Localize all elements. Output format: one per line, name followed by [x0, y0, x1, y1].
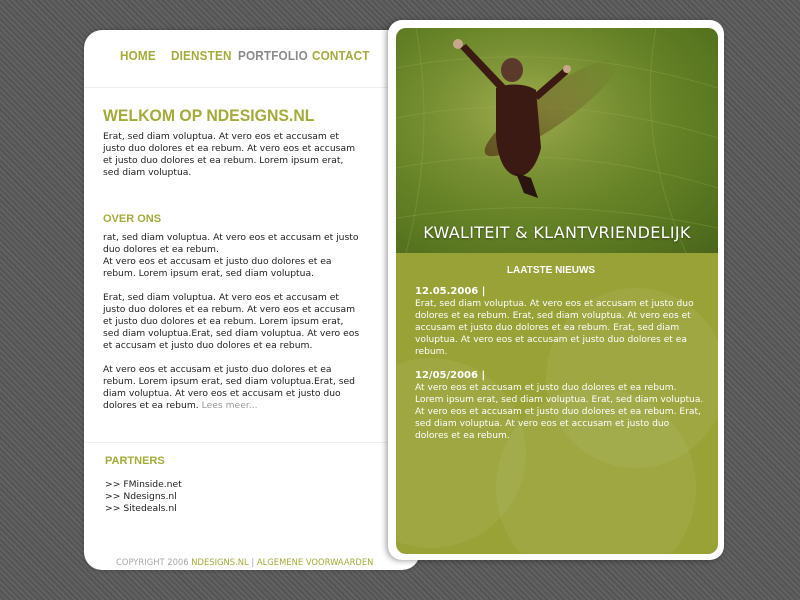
news-title: LAATSTE NIEUWS	[506, 265, 596, 276]
partners-list	[105, 479, 182, 515]
nav-home[interactable]: HOME	[120, 48, 156, 63]
footer-copyright: COPYRIGHT 2006	[116, 557, 189, 567]
nav-portfolio[interactable]: PORTFOLIO	[238, 48, 308, 63]
partner-link-fminside[interactable]: >> FMinside.net	[105, 479, 182, 490]
nav-contact[interactable]: CONTACT	[312, 48, 370, 63]
about-title: OVER ONS	[103, 213, 162, 225]
footer-terms-link[interactable]: ALGEMENE VOORWAARDEN	[256, 557, 374, 567]
about-paragraph-1-line-2: At vero eos et accusam et justo duo dolores et ea rebum. Lorem ipsum erat, sed diam voluptua.	[103, 256, 332, 279]
news-date: 12.05.2006 |	[415, 286, 486, 297]
feature-panel	[388, 20, 724, 560]
nav-diensten[interactable]: DIENSTEN	[171, 48, 232, 63]
about-paragraph-3-text: At vero eos et accusam et justo duo dolores et ea rebum. Lorem ipsum erat, sed diam voluptua.Erat, sed diam voluptua. At vero eos et accusam et justo duo dolores et ea rebum.	[103, 364, 355, 411]
read-more-link[interactable]: Lees meer...	[201, 400, 258, 411]
hero-caption: KWALITEIT & KLANTVRIENDELIJK	[423, 223, 691, 242]
footer-site-link[interactable]: NDESIGNS.NL	[191, 557, 249, 567]
welcome-text: Erat, sed diam voluptua. At vero eos et accusam et justo duo dolores et ea rebum. At vero eos et accusam et justo duo dolores et ea rebum. Lorem ipsum erat, sed diam voluptua.	[103, 131, 356, 178]
hero-image	[396, 28, 718, 253]
about-paragraph-1	[103, 232, 361, 280]
partner-item	[105, 491, 182, 503]
feature-panel-inner	[396, 28, 718, 554]
welcome-title: WELKOM OP NDESIGNS.NL	[103, 106, 315, 125]
about-paragraph-2: Erat, sed diam voluptua. At vero eos et accusam et justo duo dolores et ea rebum. At vero eos et accusam et justo duo dolores et ea rebum. Lorem ipsum erat, sed diam voluptua.Erat, sed diam voluptua. At vero eos et accusam et justo duo dolores et ea rebum.	[103, 292, 360, 351]
partner-link-sitedeals[interactable]: >> Sitedeals.nl	[105, 503, 177, 514]
news-text: At vero eos et accusam et justo duo dolores et ea rebum. Lorem ipsum erat, sed diam voluptua. Erat, sed diam voluptua. At vero eos et accusam et justo duo dolores et ea rebum. Erat, sed diam voluptua. At vero eos et accusam et justo duo dolores et ea rebum.	[415, 383, 704, 441]
about-paragraph-3	[103, 364, 361, 412]
about-paragraph-1-line-1: rat, sed diam voluptua. At vero eos et accusam et justo duo dolores et ea rebum.	[103, 232, 359, 255]
main-nav	[84, 30, 389, 88]
hero-photo-illustration	[396, 28, 718, 253]
footer	[116, 557, 416, 567]
partner-link-ndesigns[interactable]: >> Ndesigns.nl	[105, 491, 177, 502]
partner-item	[105, 479, 182, 491]
partner-item	[105, 503, 182, 515]
content-panel	[84, 30, 420, 570]
news-date: 12/05/2006 |	[415, 370, 486, 381]
partners-title: PARTNERS	[105, 455, 165, 467]
news-item	[415, 286, 705, 358]
section-divider	[84, 442, 389, 443]
news-item	[415, 370, 705, 442]
footer-separator: |	[251, 557, 255, 567]
news-text: Erat, sed diam voluptua. At vero eos et accusam et justo duo dolores et ea rebum. Erat, sed diam voluptua. At vero eos et accusam et justo duo dolores et ea rebum. Erat, sed diam voluptua. At vero eos et accusam et justo duo dolores et ea rebum.	[415, 299, 694, 357]
